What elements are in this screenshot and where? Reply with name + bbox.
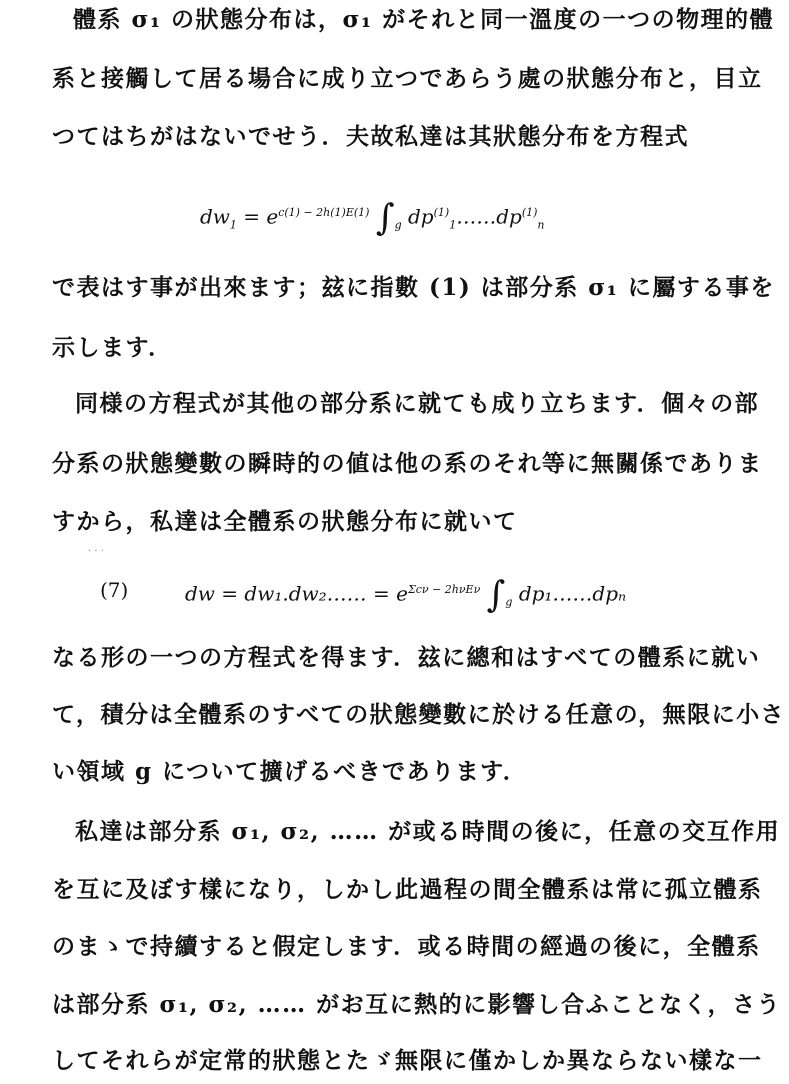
equation-2 [185,570,626,623]
text-line-2: 系と接觸して居る場合に成り立つであらう處の狀態分布と，目立 [52,65,763,92]
text-line-4: で表はす事が出來ます；玆に指數 (1) は部分系 σ₁ に屬する事を [52,274,775,301]
text-line-16: してそれらが定常的狀態とたゞ無限に僅かしか異ならない樣な一 [52,1047,763,1074]
equation-1: $dw_1 = e^{c(1) - 2h(1)E(1)}$ $\int_g$ $dp^{(1)}_1\dots\dots dp^{(1)}_n$ [200,197,545,239]
eq1-exponent: c(1) − 2h(1)E(1) [278,206,370,219]
text-line-1: 體系 σ₁ の狀態分布は，σ₁ がそれと同一溫度の一つの物理的體 [73,6,775,33]
equation-number: (7) [100,578,129,602]
eq2-integrand: dp₁……dpₙ [518,581,627,606]
text-line-9: なる形の一つの方程式を得ます．玆に總和はすべての體系に就い [52,644,761,671]
eq2-exponent: Σcν − 2hνEν [407,583,481,596]
scan-speck: · · · [88,546,104,557]
eq1-integrand: dp [408,204,434,229]
text-line-15: は部分系 σ₁, σ₂, …… がお互に熱的に影響し合ふことなく，さう [52,991,782,1018]
text-line-8: すから，私達は全體系の狀態分布に就いて [52,508,518,535]
integral-sign-icon: ∫ [375,197,395,239]
text-line-6: 同様の方程式が其他の部分系に就ても成り立ちます．個々の部 [75,390,760,417]
eq1-lhs: dw [200,204,230,229]
text-line-13: を互に及ぼす樣になり，しかし此過程の間全體系は常に孤立體系 [52,876,763,903]
text-line-10: て，積分は全體系のすべての狀態變數に於ける任意の，無限に小さ [52,701,786,728]
eq2-lhs: dw = dw₁.dw₂…… = e [185,581,408,606]
text-line-14: のまゝで持續すると假定します．或る時間の經過の後に，全體系 [52,933,761,960]
text-line-5: 示します． [52,334,173,361]
eq2-domain: g [505,595,513,609]
text-line-11: い領域 g について擴げるべきであります． [52,758,528,785]
eq1-domain: g [394,218,402,232]
text-line-3: つてはちがはないでせう．夫故私達は其狀態分布を方程式 [52,123,689,150]
eq1-lhs-sub: 1 [229,218,237,232]
integral-sign-icon: ∫ [486,574,506,616]
text-line-7: 分系の狀態變數の瞬時的の値は他の系のそれ等に無關係でありま [52,450,763,477]
text-line-12: 私達は部分系 σ₁, σ₂, …… が或る時間の後に，任意の交互作用 [75,818,781,845]
